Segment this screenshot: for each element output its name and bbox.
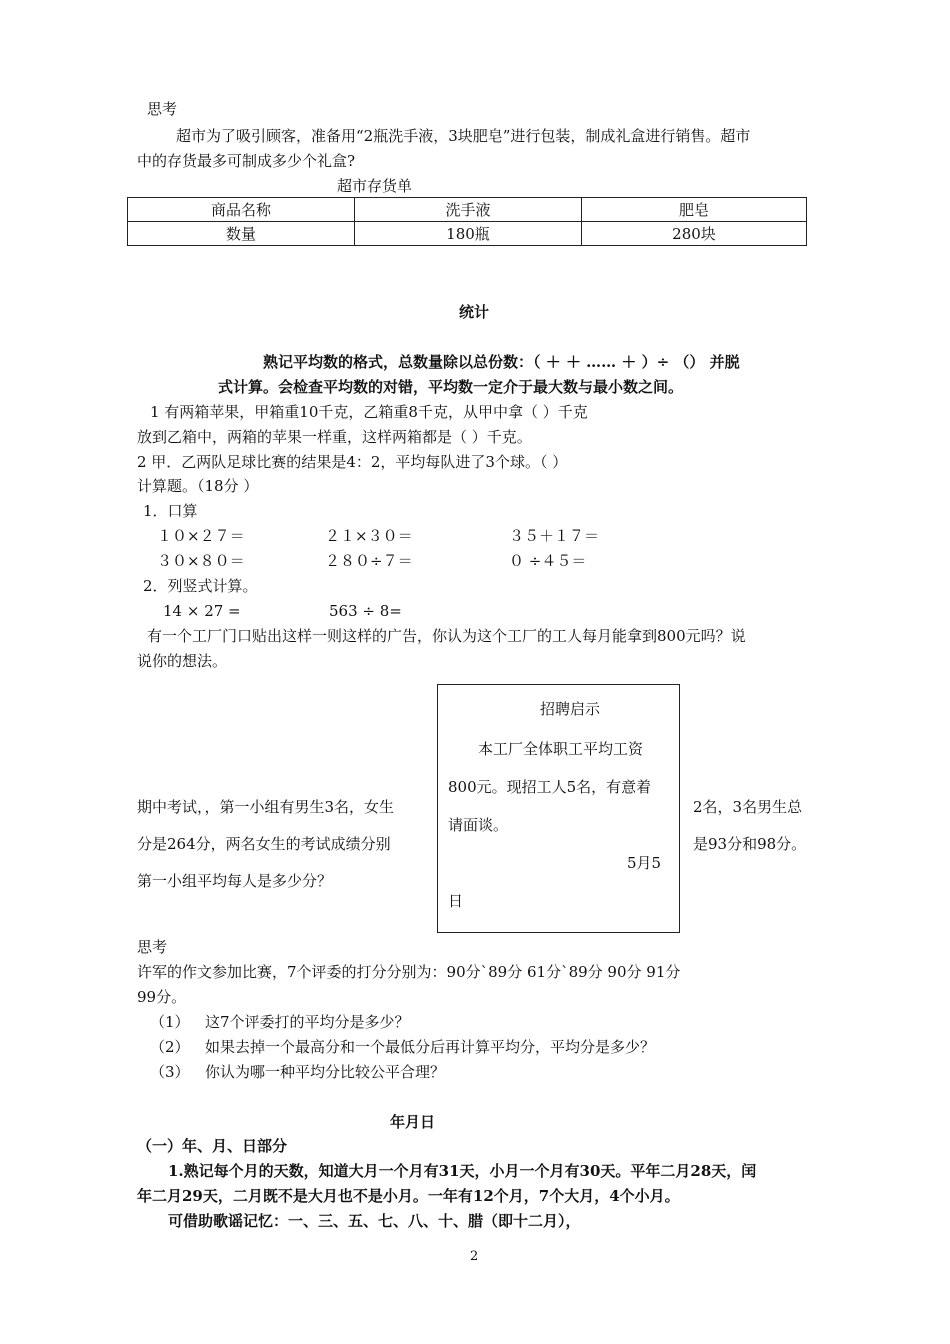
average-rule-line2: 式计算。会检查平均数的对错，平均数一定介于最大数与最小数之间。 <box>218 378 684 396</box>
table-cell: 280块 <box>582 222 807 246</box>
think2-line1: 许军的作文参加比赛，7个评委的打分分别为：90分`89分 61分`89分 90分 91分 <box>137 963 681 981</box>
exam-problem-right1: 2名，3名男生总 <box>693 798 803 816</box>
vertical-item: 563 ÷ 8= <box>329 602 402 620</box>
exam-problem-left3: 第一小组平均每人是多少分？ <box>137 872 333 890</box>
oral-item: ２８０÷７＝ <box>325 552 413 570</box>
calc-title: 计算题。（18分 ） <box>137 477 259 495</box>
calendar-para1-line1: 1.熟记每个月的天数，知道大月一个月有31天，小月一个月有30天。平年二月28天，闰 <box>168 1162 757 1180</box>
think2-item-num: （3） <box>150 1063 190 1081</box>
exam-problem-right2: 是93分和98分。 <box>693 835 807 853</box>
exam-problem-left2: 分是264分，两名女生的考试成绩分别 <box>137 835 391 853</box>
notice-line3: 请面谈。 <box>448 816 509 834</box>
table-cell: 180瓶 <box>355 222 582 246</box>
think2-item-text: 你认为哪一种平均分比较公平合理？ <box>205 1063 446 1081</box>
table-header-cell: 商品名称 <box>128 198 355 222</box>
page-number: 2 <box>470 1249 479 1264</box>
oral-item: １０×２７＝ <box>157 527 245 545</box>
notice-date-line1: 5月5 <box>627 854 662 872</box>
notice-date-line2: 日 <box>448 892 464 910</box>
notice-title: 招聘启示 <box>540 700 601 718</box>
recruitment-notice-box <box>437 684 680 933</box>
vertical-calc-title: 2．列竖式计算。 <box>143 577 258 595</box>
oral-item: ３５＋１７＝ <box>509 527 600 545</box>
average-rule-line1: 熟记平均数的格式，总数量除以总份数：（ ＋ ＋ …… ＋ ）÷ （） 并脱 <box>263 353 740 371</box>
think-label: 思考 <box>147 100 178 118</box>
ad-question-line1: 有一个工厂门口贴出这样一则这样的广告，你认为这个工厂的工人每月能拿到800元吗？说 <box>147 627 746 645</box>
section-title-statistics: 统计 <box>459 303 490 321</box>
think2-item-num: （1） <box>150 1013 190 1031</box>
think2-label: 思考 <box>137 938 168 956</box>
think2-item-num: （2） <box>150 1038 190 1056</box>
think-problem-line2: 中的存货最多可制成多少个礼盒? <box>137 152 356 170</box>
calendar-para1-line2: 年二月29天，二月既不是大月也不是小月。一年有12个月，7个大月，4个小月。 <box>137 1187 680 1205</box>
think-problem-line1: 超市为了吸引顾客，准备用“2瓶洗手液，3块肥皂”进行包装，制成礼盒进行销售。超市 <box>176 127 751 145</box>
exam-problem-left1: 期中考试，，第一小组有男生3名，女生 <box>137 798 395 816</box>
oral-calc-title: 1．口算 <box>143 502 198 520</box>
question2: 2 甲．乙两队足球比赛的结果是4：2，平均每队进了3个球。（ ） <box>137 453 568 471</box>
table-header-cell: 肥皂 <box>582 198 807 222</box>
vertical-item: 14 × 27 = <box>163 602 241 620</box>
section-title-calendar: 年月日 <box>390 1113 436 1131</box>
inventory-table <box>127 197 807 246</box>
table-row <box>128 222 807 246</box>
ad-question-line2: 说你的想法。 <box>137 652 228 670</box>
think2-item-text: 这7个评委打的平均分是多少？ <box>205 1013 410 1031</box>
oral-item: ２１×３０＝ <box>325 527 413 545</box>
think2-line2: 99分。 <box>137 988 187 1006</box>
notice-line1: 本工厂全体职工平均工资 <box>478 740 644 758</box>
table-header-cell: 洗手液 <box>355 198 582 222</box>
inventory-title: 超市存货单 <box>337 177 413 195</box>
table-row <box>128 198 807 222</box>
notice-line2: 800元。现招工人5名，有意着 <box>448 778 652 796</box>
oral-item: ０ ÷４５＝ <box>509 552 587 570</box>
calendar-para2: 可借助歌谣记忆：一、三、五、七、八、十、腊（即十二月）， <box>168 1212 581 1230</box>
table-cell: 数量 <box>128 222 355 246</box>
question1-line1: 1 有两箱苹果，甲箱重10千克，乙箱重8千克，从甲中拿（ ）千克 <box>150 403 588 421</box>
question1-line2: 放到乙箱中，两箱的苹果一样重，这样两箱都是（ ）千克。 <box>137 428 532 446</box>
calendar-section-heading: （一）年、月、日部分 <box>137 1137 288 1155</box>
think2-item-text: 如果去掉一个最高分和一个最低分后再计算平均分，平均分是多少？ <box>205 1038 656 1056</box>
oral-item: ３０×８０＝ <box>157 552 245 570</box>
